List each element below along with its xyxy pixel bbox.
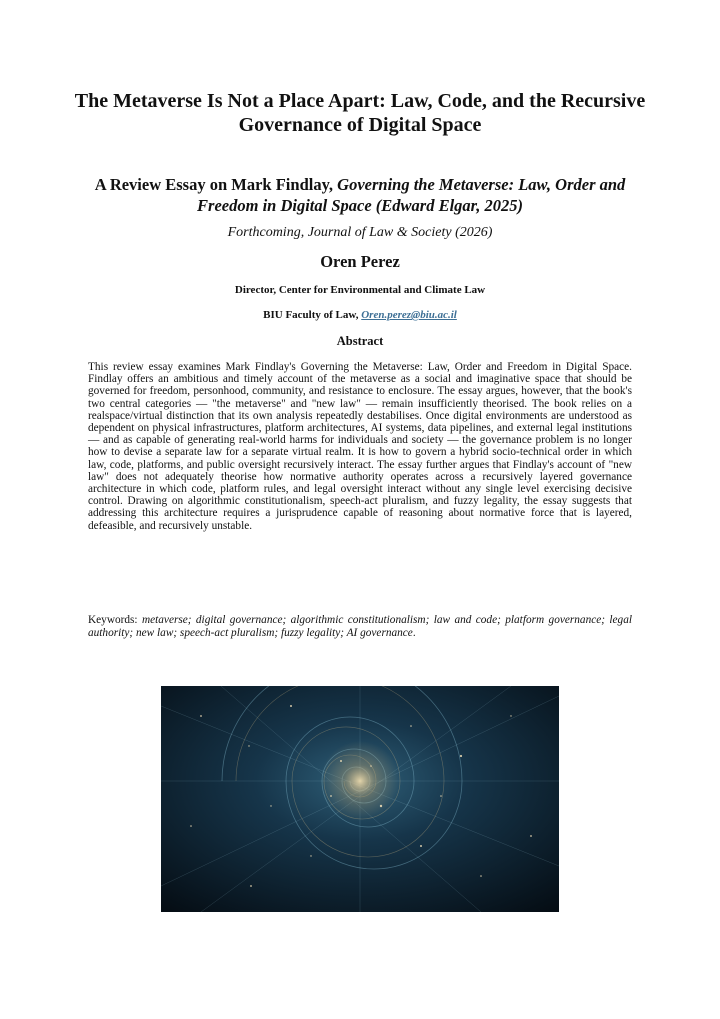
subtitle-book-title: Governing the Metaverse: Law, Order and Freedom in Digital Space (Edward Elgar, 2025)	[197, 175, 626, 215]
keywords-end: .	[412, 626, 416, 639]
institution-label: BIU Faculty of Law,	[263, 309, 362, 321]
cover-image-spiral	[161, 686, 559, 912]
paper-subtitle	[90, 174, 630, 216]
keywords	[88, 614, 632, 640]
author-affiliation: Director, Center for Environmental and Climate Law	[234, 284, 486, 296]
subtitle-prefix: A Review Essay on Mark Findlay,	[94, 175, 338, 194]
keywords-list: metaverse; digital governance; algorithmic constitutionalism; law and code; platform governance; legal authority; new law; speech-act pluralism; fuzzy legality; AI governance	[88, 614, 632, 639]
author-institution	[70, 308, 650, 322]
author-name: Oren Perez	[320, 252, 400, 271]
keywords-label: Keywords:	[88, 614, 142, 626]
paper-title: The Metaverse Is Not a Place Apart: Law, Code, and the Recursive Governance of Digital Space	[74, 90, 646, 136]
publication-note: Forthcoming, Journal of Law & Society (2026)	[227, 225, 493, 240]
abstract-heading: Abstract	[336, 334, 384, 348]
abstract-text: This review essay examines Mark Findlay's Governing the Metaverse: Law, Order and Freedom in Digital Space. Findlay offers an ambitious and timely account of the metaverse as a social and imaginative space that should be governed for freedom, personhood, community, and resistance to enclosure. The essay argues, however, that the book's two central categories — "the metaverse" and "new law" — remain insufficiently theorised. The book relies on a realspace/virtual distinction that its own analysis repeatedly destabilises. Once digital environments are understood as dependent on physical infrastructures, platform architectures, AI systems, data pipelines, and external legal institutions — and as capable of generating real-world harms for individuals and society — the governance problem is no longer how to devise a separate law for a separate virtual realm. It is how to govern a hybrid socio-technical order in which law, code, platforms, and public oversight recursively interact. The essay further argues that Findlay's account of "new law" does not adequately theorise how normative authority operates across a recursively layered governance architecture in which code, platform rules, and legal oversight interact without any single level exercising decisive control. Drawing on algorithmic constitutionalism, speech-act pluralism, and fuzzy legality, the essay suggests that addressing this architecture requires a jurisprudence capable of reasoning about normative force that is layered, defeasible, and recursively unstable.	[88, 361, 632, 532]
email-link[interactable]: Oren.perez@biu.ac.il	[361, 309, 457, 321]
